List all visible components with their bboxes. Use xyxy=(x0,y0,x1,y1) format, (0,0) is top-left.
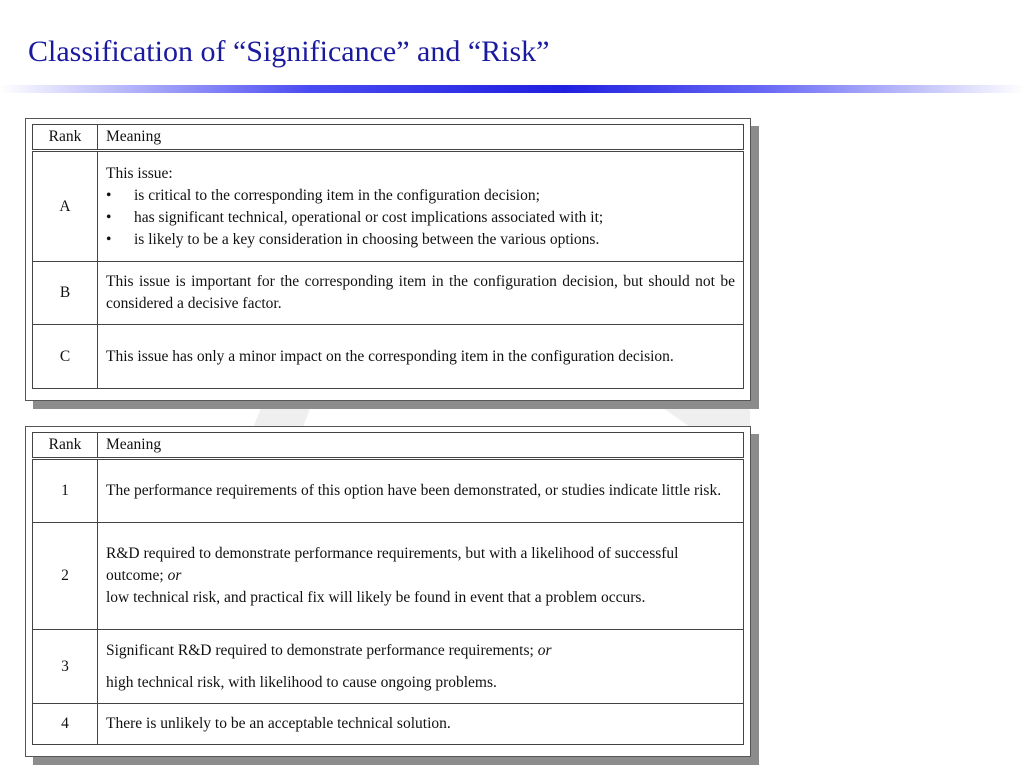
meaning-cell: This issue has only a minor impact on the corresponding item in the configuration decision. xyxy=(98,325,744,389)
table-row xyxy=(33,262,744,325)
meaning-intro: This issue: xyxy=(106,164,173,182)
rank-header: Rank xyxy=(33,433,98,459)
meaning-header: Meaning xyxy=(98,433,744,459)
table-row xyxy=(33,630,744,704)
rank-cell: 4 xyxy=(33,704,98,745)
or-connector: or xyxy=(167,567,182,584)
risk-table xyxy=(32,432,744,745)
table-header-row xyxy=(33,433,744,459)
meaning-cell xyxy=(98,630,744,704)
meaning-text: low technical risk, and practical fix will likely be found in event that a problem occurs. xyxy=(106,589,646,606)
rank-cell: A xyxy=(33,151,98,262)
rank-cell: 1 xyxy=(33,459,98,523)
table-row xyxy=(33,325,744,389)
line-spacer xyxy=(106,662,735,672)
significance-table xyxy=(32,124,744,389)
meaning-header: Meaning xyxy=(98,125,744,151)
table-row xyxy=(33,151,744,262)
bullet-item: • is critical to the corresponding item in the configuration decision; xyxy=(106,185,735,207)
rank-cell: B xyxy=(33,262,98,325)
or-connector: or xyxy=(537,641,552,659)
table-row xyxy=(33,523,744,630)
title-underline xyxy=(0,85,1024,93)
slide-title: Classification of “Significance” and “Risk” xyxy=(28,35,550,68)
rank-cell: 2 xyxy=(33,523,98,630)
rank-cell: C xyxy=(33,325,98,389)
meaning-bullet-list xyxy=(106,185,735,251)
meaning-text: high technical risk, with likelihood to cause ongoing problems. xyxy=(106,673,497,691)
risk-table-panel xyxy=(25,426,751,757)
bullet-item: • is likely to be a key consideration in choosing between the various options. xyxy=(106,229,735,251)
significance-table-panel xyxy=(25,118,751,401)
meaning-text: R&D required to demonstrate performance requirements, but with a likelihood of successful outcome; xyxy=(106,545,679,584)
rank-cell: 3 xyxy=(33,630,98,704)
table-row xyxy=(33,704,744,745)
meaning-cell xyxy=(98,151,744,262)
rank-header: Rank xyxy=(33,125,98,151)
meaning-cell: There is unlikely to be an acceptable technical solution. xyxy=(98,704,744,745)
meaning-cell: This issue is important for the corresponding item in the configuration decision, but should not be considered a decisive factor. xyxy=(98,262,744,325)
meaning-text: Significant R&D required to demonstrate performance requirements; xyxy=(106,641,534,659)
meaning-cell xyxy=(98,523,744,630)
table-header-row xyxy=(33,125,744,151)
bullet-item: • has significant technical, operational or cost implications associated with it; xyxy=(106,207,735,229)
meaning-cell: The performance requirements of this option have been demonstrated, or studies indicate little risk. xyxy=(98,459,744,523)
table-row xyxy=(33,459,744,523)
